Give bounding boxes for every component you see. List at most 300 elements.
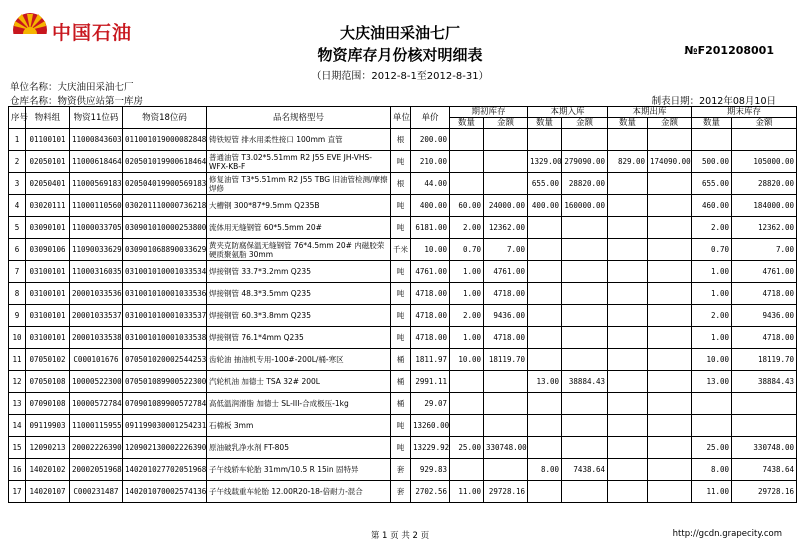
cell-in-amt (562, 481, 608, 503)
cell-in-qty (528, 261, 562, 283)
cell-in-amt (562, 437, 608, 459)
col-code11: 物资11位码 (70, 107, 123, 129)
table-body (9, 129, 797, 503)
cell-closing-amt: 105000.00 (732, 151, 797, 173)
cell-price: 4718.00 (411, 283, 450, 305)
cell-in-qty: 13.00 (528, 371, 562, 393)
cell-opening-qty (450, 459, 484, 481)
cell-closing-qty: 2.00 (692, 305, 732, 327)
footer-url: http://gcdn.grapecity.com (672, 529, 782, 539)
cell-unit: 根 (391, 173, 411, 195)
cell-in-qty: 655.00 (528, 173, 562, 195)
cell-opening-amt: 4718.00 (484, 327, 528, 349)
cell-seq: 4 (9, 195, 26, 217)
col-unit: 单位 (391, 107, 411, 129)
cell-name: 汽轮机油 加德士 TSA 32# 200L (207, 371, 391, 393)
cell-in-qty (528, 305, 562, 327)
cell-out-amt: 174090.00 (648, 151, 692, 173)
cell-group: 03100101 (26, 283, 70, 305)
cell-opening-amt (484, 393, 528, 415)
cell-code18: 070901089900572784 (123, 393, 207, 415)
cell-code18: 031001010001033536 (123, 283, 207, 305)
cell-code11: 11000110560 (70, 195, 123, 217)
cell-seq: 16 (9, 459, 26, 481)
cell-unit: 吨 (391, 151, 411, 173)
cell-opening-qty: 1.00 (450, 261, 484, 283)
cell-code11: 20002226390 (70, 437, 123, 459)
cell-seq: 17 (9, 481, 26, 503)
table-row (9, 283, 797, 305)
cell-seq: 14 (9, 415, 26, 437)
cell-closing-amt: 28820.00 (732, 173, 797, 195)
cell-opening-qty (450, 151, 484, 173)
cell-out-amt (648, 349, 692, 371)
cell-closing-qty: 25.00 (692, 437, 732, 459)
cell-code11: 11000618464 (70, 151, 123, 173)
cell-closing-qty (692, 393, 732, 415)
cell-in-qty (528, 129, 562, 151)
cell-price: 44.00 (411, 173, 450, 195)
cell-name: 铸铁短管 排水用柔性接口 100mm 直管 (207, 129, 391, 151)
cell-out-amt (648, 371, 692, 393)
cell-closing-qty: 2.00 (692, 217, 732, 239)
cell-opening-amt (484, 459, 528, 481)
cell-opening-qty: 0.70 (450, 239, 484, 261)
cell-unit: 桶 (391, 393, 411, 415)
cell-out-qty (608, 173, 648, 195)
cell-opening-qty (450, 393, 484, 415)
cell-out-qty (608, 415, 648, 437)
cell-code11: 10000572784 (70, 393, 123, 415)
cell-code18: 070501020002544253 (123, 349, 207, 371)
cell-group: 07090108 (26, 393, 70, 415)
cell-in-amt (562, 129, 608, 151)
cell-in-qty: 400.00 (528, 195, 562, 217)
cell-closing-amt: 18119.70 (732, 349, 797, 371)
cell-closing-amt: 4761.00 (732, 261, 797, 283)
cell-price: 929.83 (411, 459, 450, 481)
cell-name: 普通油管 T3.02*5.51mm R2 J55 EVE JH-VHS-WFX-KB-F (207, 151, 391, 173)
cell-code18: 011001019000082848 (123, 129, 207, 151)
cell-out-qty (608, 481, 648, 503)
cell-unit: 吨 (391, 195, 411, 217)
cell-name: 焊接钢管 76.1*4mm Q235 (207, 327, 391, 349)
cell-price: 2702.56 (411, 481, 450, 503)
cell-name: 修复油管 T3*5.51mm R2 J55 TBG 旧油管检测/摩擦焊修 (207, 173, 391, 195)
cell-closing-qty: 1.00 (692, 327, 732, 349)
cell-closing-amt: 330748.00 (732, 437, 797, 459)
cell-seq: 13 (9, 393, 26, 415)
cell-out-amt (648, 173, 692, 195)
cell-opening-qty: 1.00 (450, 327, 484, 349)
cell-in-qty (528, 283, 562, 305)
cell-code18: 020504019900569183 (123, 173, 207, 195)
cell-out-qty (608, 371, 648, 393)
cell-out-qty (608, 217, 648, 239)
cell-in-amt (562, 349, 608, 371)
cell-seq: 6 (9, 239, 26, 261)
table-row (9, 327, 797, 349)
table-row (9, 151, 797, 173)
col-price: 单价 (411, 107, 450, 129)
cell-price: 4761.00 (411, 261, 450, 283)
cell-unit: 吨 (391, 327, 411, 349)
cell-closing-amt: 29728.16 (732, 481, 797, 503)
cell-out-qty (608, 195, 648, 217)
cell-name: 子午线载重车轮胎 12.00R20-18-倍耐力-混合 (207, 481, 391, 503)
cell-in-amt: 160000.00 (562, 195, 608, 217)
cell-in-qty (528, 393, 562, 415)
cell-closing-qty: 11.00 (692, 481, 732, 503)
cell-out-amt (648, 415, 692, 437)
cell-closing-amt (732, 129, 797, 151)
cell-group: 03100101 (26, 261, 70, 283)
cell-opening-amt (484, 415, 528, 437)
cell-price: 210.00 (411, 151, 450, 173)
cell-code18: 070501089900522300 (123, 371, 207, 393)
cell-opening-amt: 12362.00 (484, 217, 528, 239)
cell-opening-qty (450, 129, 484, 151)
cell-in-qty (528, 217, 562, 239)
cell-code11: 10000522300 (70, 371, 123, 393)
cell-group: 03090106 (26, 239, 70, 261)
cell-opening-amt: 4761.00 (484, 261, 528, 283)
cell-opening-amt: 18119.70 (484, 349, 528, 371)
cell-opening-amt: 9436.00 (484, 305, 528, 327)
table-row (9, 261, 797, 283)
document-number: №F201208001 (684, 44, 774, 57)
cell-opening-qty: 11.00 (450, 481, 484, 503)
cell-code18: 030201110000736218 (123, 195, 207, 217)
cell-group: 03100101 (26, 305, 70, 327)
cell-price: 200.00 (411, 129, 450, 151)
cell-in-qty: 1329.00 (528, 151, 562, 173)
col-opening: 期初库存 (450, 107, 528, 118)
cell-closing-amt (732, 415, 797, 437)
cell-out-qty (608, 305, 648, 327)
cell-opening-amt: 7.00 (484, 239, 528, 261)
table-row (9, 393, 797, 415)
cell-in-amt (562, 217, 608, 239)
cell-out-qty (608, 129, 648, 151)
cell-in-amt (562, 415, 608, 437)
cell-in-qty (528, 415, 562, 437)
cell-in-amt: 28820.00 (562, 173, 608, 195)
cell-group: 07050102 (26, 349, 70, 371)
table-row (9, 459, 797, 481)
cell-out-amt (648, 239, 692, 261)
cell-code11: 11000115955 (70, 415, 123, 437)
cell-name: 大槽钢 300*87*9.5mm Q235B (207, 195, 391, 217)
cell-code11: 11000569183 (70, 173, 123, 195)
cell-code18: 031001010001033537 (123, 305, 207, 327)
cell-name: 焊接钢管 33.7*3.2mm Q235 (207, 261, 391, 283)
page-indicator: 第 1 页 共 2 页 (370, 531, 430, 541)
cell-seq: 15 (9, 437, 26, 459)
table-row (9, 195, 797, 217)
cell-closing-qty: 460.00 (692, 195, 732, 217)
cell-seq: 11 (9, 349, 26, 371)
cell-out-qty (608, 393, 648, 415)
cell-price: 6181.00 (411, 217, 450, 239)
cell-name: 原油破乳净水剂 FT-805 (207, 437, 391, 459)
cell-in-amt: 38884.43 (562, 371, 608, 393)
col-name: 品名规格型号 (207, 107, 391, 129)
cell-price: 13229.92 (411, 437, 450, 459)
cell-opening-amt: 4718.00 (484, 283, 528, 305)
table-row (9, 239, 797, 261)
date-range: （日期范围：2012-8-1至2012-8-31） (311, 71, 489, 82)
cell-name: 黄夹克防腐保温无缝钢管 76*4.5mm 20# 内磁胶荣硬质聚氨脂 30mm (207, 239, 391, 261)
cell-closing-amt: 7.00 (732, 239, 797, 261)
col-out: 本期出库 (608, 107, 692, 118)
cell-opening-qty (450, 371, 484, 393)
col-amt: 金额 (562, 118, 608, 129)
cell-unit: 吨 (391, 217, 411, 239)
cell-code11: C000101676 (70, 349, 123, 371)
cell-unit: 吨 (391, 283, 411, 305)
cell-out-qty (608, 239, 648, 261)
cell-in-qty (528, 239, 562, 261)
cell-out-amt (648, 217, 692, 239)
cell-unit: 桶 (391, 349, 411, 371)
cell-unit: 桶 (391, 371, 411, 393)
cell-opening-qty: 60.00 (450, 195, 484, 217)
col-closing: 期末库存 (692, 107, 797, 118)
cell-opening-amt: 24000.00 (484, 195, 528, 217)
table-row (9, 349, 797, 371)
cell-code11: 11000316035 (70, 261, 123, 283)
cell-code18: 020501019900618464 (123, 151, 207, 173)
inventory-table (8, 106, 797, 503)
cell-seq: 2 (9, 151, 26, 173)
report-company-title: 大庆油田采油七厂 (339, 24, 460, 42)
cell-closing-amt (732, 393, 797, 415)
cell-code18: 140201027702051968 (123, 459, 207, 481)
cell-seq: 3 (9, 173, 26, 195)
cell-unit: 吨 (391, 415, 411, 437)
make-date: 制表日期：2012年08月10日 (651, 96, 776, 107)
cell-closing-qty: 655.00 (692, 173, 732, 195)
cell-opening-amt (484, 129, 528, 151)
cell-out-amt (648, 261, 692, 283)
cell-in-amt (562, 393, 608, 415)
cell-closing-qty: 8.00 (692, 459, 732, 481)
cell-seq: 12 (9, 371, 26, 393)
cell-price: 4718.00 (411, 305, 450, 327)
cell-opening-qty (450, 415, 484, 437)
cell-name: 流体用无缝钢管 60*5.5mm 20# (207, 217, 391, 239)
cell-out-qty (608, 283, 648, 305)
cell-code11: 11090033629 (70, 239, 123, 261)
cell-seq: 1 (9, 129, 26, 151)
cell-closing-amt: 4718.00 (732, 327, 797, 349)
cell-closing-amt: 4718.00 (732, 283, 797, 305)
cell-group: 02050401 (26, 173, 70, 195)
warehouse-name: 仓库名称：物资供应站第一库房 (10, 96, 144, 107)
table-row (9, 371, 797, 393)
cell-closing-amt: 9436.00 (732, 305, 797, 327)
cell-opening-amt: 29728.16 (484, 481, 528, 503)
cell-out-qty (608, 327, 648, 349)
cell-opening-qty: 1.00 (450, 283, 484, 305)
logo-text: 中国石油 (52, 22, 133, 44)
cell-closing-qty: 13.00 (692, 371, 732, 393)
cell-closing-qty (692, 415, 732, 437)
col-seq: 序号 (9, 107, 26, 129)
cell-closing-amt: 12362.00 (732, 217, 797, 239)
col-amt: 金额 (648, 118, 692, 129)
table-row (9, 173, 797, 195)
cell-group: 02050101 (26, 151, 70, 173)
cell-in-amt: 279090.00 (562, 151, 608, 173)
cell-out-amt (648, 283, 692, 305)
col-qty: 数量 (608, 118, 648, 129)
cell-seq: 10 (9, 327, 26, 349)
cell-in-qty (528, 349, 562, 371)
col-qty: 数量 (450, 118, 484, 129)
cell-closing-qty: 0.70 (692, 239, 732, 261)
cell-out-qty: 829.00 (608, 151, 648, 173)
cell-group: 09119903 (26, 415, 70, 437)
cell-group: 03090101 (26, 217, 70, 239)
cell-price: 1811.97 (411, 349, 450, 371)
cell-group: 12090213 (26, 437, 70, 459)
cell-out-amt (648, 393, 692, 415)
cell-price: 4718.00 (411, 327, 450, 349)
cell-group: 07050108 (26, 371, 70, 393)
cell-in-amt (562, 239, 608, 261)
cell-price: 400.00 (411, 195, 450, 217)
col-amt: 金额 (484, 118, 528, 129)
cell-unit: 吨 (391, 305, 411, 327)
cell-in-amt (562, 305, 608, 327)
cell-unit: 套 (391, 459, 411, 481)
cell-code11: 20001033536 (70, 283, 123, 305)
cell-code11: 20001033538 (70, 327, 123, 349)
cell-group: 14020107 (26, 481, 70, 503)
cell-unit: 吨 (391, 261, 411, 283)
cell-out-amt (648, 129, 692, 151)
cell-closing-qty: 10.00 (692, 349, 732, 371)
cell-code18: 030901068890033629 (123, 239, 207, 261)
table-row (9, 481, 797, 503)
cell-out-qty (608, 349, 648, 371)
cell-closing-qty (692, 129, 732, 151)
cell-group: 14020102 (26, 459, 70, 481)
cell-out-qty (608, 261, 648, 283)
table-row (9, 217, 797, 239)
report-title: 物资库存月份核对明细表 (317, 46, 483, 64)
cell-code11: 20002051968 (70, 459, 123, 481)
cell-price: 29.07 (411, 393, 450, 415)
col-amt: 金额 (732, 118, 797, 129)
col-group: 物料组 (26, 107, 70, 129)
cell-name: 齿轮油 抽油机专用-100#-200L/桶-寒区 (207, 349, 391, 371)
cell-unit: 千米 (391, 239, 411, 261)
cell-code18: 120902130002226390 (123, 437, 207, 459)
cell-group: 03020111 (26, 195, 70, 217)
cell-seq: 7 (9, 261, 26, 283)
cell-unit: 根 (391, 129, 411, 151)
cell-seq: 9 (9, 305, 26, 327)
cell-code11: C000231487 (70, 481, 123, 503)
cell-closing-amt: 184000.00 (732, 195, 797, 217)
cell-out-amt (648, 437, 692, 459)
cell-name: 焊接钢管 60.3*3.8mm Q235 (207, 305, 391, 327)
cell-in-qty (528, 481, 562, 503)
cell-out-qty (608, 459, 648, 481)
cell-code11: 11000843603 (70, 129, 123, 151)
cell-code18: 031001010001033534 (123, 261, 207, 283)
cell-in-amt (562, 327, 608, 349)
cell-opening-amt (484, 151, 528, 173)
cell-unit: 吨 (391, 437, 411, 459)
cell-group: 03100101 (26, 327, 70, 349)
col-qty: 数量 (692, 118, 732, 129)
table-row (9, 437, 797, 459)
cell-out-qty (608, 437, 648, 459)
cell-out-amt (648, 481, 692, 503)
cell-in-amt (562, 283, 608, 305)
cell-out-amt (648, 459, 692, 481)
cell-out-amt (648, 195, 692, 217)
cell-price: 10.00 (411, 239, 450, 261)
cell-opening-amt (484, 173, 528, 195)
cell-price: 2991.11 (411, 371, 450, 393)
col-qty: 数量 (528, 118, 562, 129)
cell-opening-amt (484, 371, 528, 393)
cell-in-qty (528, 437, 562, 459)
cell-closing-qty: 1.00 (692, 261, 732, 283)
cell-opening-qty: 2.00 (450, 217, 484, 239)
cell-in-qty: 8.00 (528, 459, 562, 481)
cell-in-qty (528, 327, 562, 349)
cell-closing-qty: 1.00 (692, 283, 732, 305)
cell-seq: 8 (9, 283, 26, 305)
cell-in-amt (562, 261, 608, 283)
cell-closing-qty: 500.00 (692, 151, 732, 173)
cell-code18: 091199030001254231 (123, 415, 207, 437)
cell-code11: 11000033705 (70, 217, 123, 239)
cell-code18: 031001010001033538 (123, 327, 207, 349)
cell-name: 子午线轿车轮胎 31mm/10.5 R 15in 固特异 (207, 459, 391, 481)
cell-code11: 20001033537 (70, 305, 123, 327)
cell-price: 13260.00 (411, 415, 450, 437)
cell-closing-amt: 7438.64 (732, 459, 797, 481)
cell-opening-qty: 10.00 (450, 349, 484, 371)
cell-out-amt (648, 327, 692, 349)
cell-opening-qty: 2.00 (450, 305, 484, 327)
cell-out-amt (648, 305, 692, 327)
cell-name: 石棉板 3mm (207, 415, 391, 437)
cell-seq: 5 (9, 217, 26, 239)
cell-name: 高低温润滑脂 加德士 SL-III-合成极压-1kg (207, 393, 391, 415)
cell-closing-amt: 38884.43 (732, 371, 797, 393)
cell-in-amt: 7438.64 (562, 459, 608, 481)
table-row (9, 129, 797, 151)
cell-name: 焊接钢管 48.3*3.5mm Q235 (207, 283, 391, 305)
table-row (9, 305, 797, 327)
unit-name: 单位名称：大庆油田采油七厂 (10, 82, 134, 93)
table-row (9, 415, 797, 437)
col-code18: 物资18位码 (123, 107, 207, 129)
cell-unit: 套 (391, 481, 411, 503)
cell-opening-amt: 330748.00 (484, 437, 528, 459)
cell-group: 01100101 (26, 129, 70, 151)
col-in: 本期入库 (528, 107, 608, 118)
cell-code18: 030901010000253800 (123, 217, 207, 239)
